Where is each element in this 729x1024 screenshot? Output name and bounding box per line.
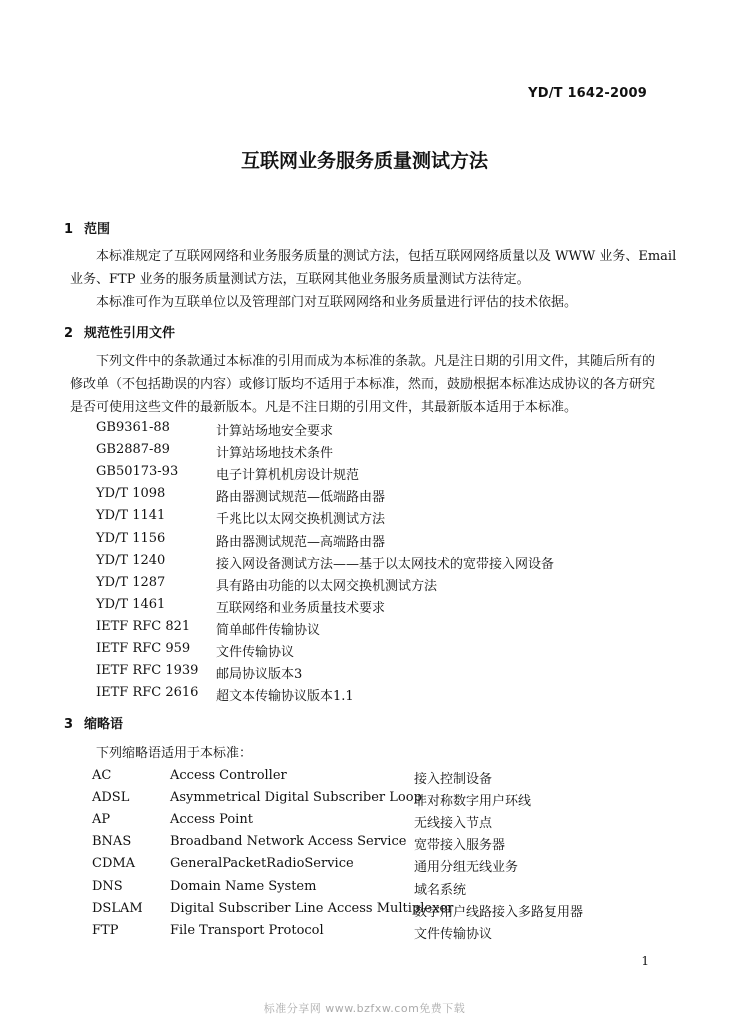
standard-number: YD/T 1642-2009 — [528, 86, 647, 101]
section-3-heading — [64, 713, 123, 732]
document-title: 互联网业务服务质量测试方法 — [240, 150, 488, 172]
reference-code: IETF RFC 959 — [96, 641, 191, 656]
paragraph-line: 本标准规定了互联网网络和业务服务质量的测试方法，包括互联网网络质量以及 WWW 业务、Email — [96, 249, 677, 264]
paragraph-line: 修改单（不包括勘误的内容）或修订版均不适用于本标准，然而，鼓励根据本标准达成协议的各方研究 — [70, 377, 656, 392]
abbreviation: AP — [92, 812, 111, 827]
reference-title: 千兆比以太网交换机测试方法 — [216, 512, 386, 527]
section-number: 2 — [64, 326, 74, 341]
abbreviation: AC — [92, 768, 112, 783]
reference-title: 计算站场地安全要求 — [216, 424, 334, 439]
abbreviation-chinese: 域名系统 — [414, 883, 467, 898]
reference-title: 简单邮件传输协议 — [216, 623, 321, 638]
reference-title: 文件传输协议 — [216, 645, 295, 660]
abbreviations-intro: 下列缩略语适用于本标准： — [96, 746, 253, 761]
reference-code: IETF RFC 821 — [96, 619, 191, 634]
reference-code: GB2887-89 — [96, 442, 170, 457]
reference-title: 计算站场地技术条件 — [216, 446, 334, 461]
reference-code: YD/T 1141 — [96, 508, 166, 523]
abbreviation-english: GeneralPacketRadioService — [170, 856, 354, 871]
reference-title: 路由器测试规范—低端路由器 — [216, 490, 386, 505]
section-1-heading — [64, 218, 110, 237]
reference-code: IETF RFC 1939 — [96, 663, 199, 678]
abbreviation: ADSL — [92, 790, 130, 805]
reference-code: GB50173-93 — [96, 464, 179, 479]
abbreviation: FTP — [92, 923, 119, 938]
abbreviation: CDMA — [92, 856, 136, 871]
reference-title: 互联网络和业务质量技术要求 — [216, 601, 386, 616]
section-2-heading — [64, 322, 175, 341]
reference-title: 路由器测试规范—高端路由器 — [216, 535, 386, 550]
abbreviation-english: Access Point — [170, 812, 253, 827]
paragraph-line: 下列文件中的条款通过本标准的引用而成为本标准的条款。凡是注日期的引用文件，其随后所有的 — [96, 354, 656, 369]
abbreviation-chinese: 无线接入节点 — [414, 816, 493, 831]
abbreviation-chinese: 非对称数字用户环线 — [414, 794, 532, 809]
section-number: 3 — [64, 717, 74, 732]
section-title: 范围 — [84, 222, 111, 237]
abbreviation-english: Domain Name System — [170, 879, 317, 894]
abbreviation-english: Broadband Network Access Service — [170, 834, 407, 849]
abbreviation-english: File Transport Protocol — [170, 923, 324, 938]
reference-title: 超文本传输协议版本1.1 — [216, 689, 354, 704]
abbreviation-english: Asymmetrical Digital Subscriber Loop — [170, 790, 422, 805]
paragraph-line: 本标准可作为互联单位以及管理部门对互联网网络和业务质量进行评估的技术依据。 — [96, 295, 578, 310]
section-number: 1 — [64, 222, 74, 237]
section-title: 缩略语 — [84, 717, 124, 732]
abbreviation-chinese: 数字用户线路接入多路复用器 — [414, 905, 584, 920]
reference-code: YD/T 1461 — [96, 597, 166, 612]
reference-code: YD/T 1287 — [96, 575, 166, 590]
abbreviation-english: Digital Subscriber Line Access Multiplexer — [170, 901, 454, 916]
paragraph-line: 是否可使用这些文件的最新版本。凡是不注日期的引用文件，其最新版本适用于本标准。 — [70, 400, 578, 415]
reference-code: IETF RFC 2616 — [96, 685, 199, 700]
abbreviation-chinese: 宽带接入服务器 — [414, 838, 506, 853]
paragraph-line: 业务、FTP 业务的服务质量测试方法，互联网其他业务服务质量测试方法待定。 — [70, 272, 530, 287]
abbreviation: DNS — [92, 879, 123, 894]
abbreviation-chinese: 接入控制设备 — [414, 772, 493, 787]
reference-title: 接入网设备测试方法——基于以太网技术的宽带接入网设备 — [216, 557, 555, 572]
abbreviation-chinese: 文件传输协议 — [414, 927, 493, 942]
watermark-text: 标准分享网 www.bzfxw.com免费下载 — [263, 1002, 466, 1015]
reference-code: GB9361-88 — [96, 420, 170, 435]
reference-code: YD/T 1098 — [96, 486, 166, 501]
abbreviation: DSLAM — [92, 901, 143, 916]
page-number: 1 — [641, 954, 649, 968]
abbreviation: BNAS — [92, 834, 132, 849]
reference-title: 邮局协议版本3 — [216, 667, 303, 682]
section-title: 规范性引用文件 — [84, 326, 176, 341]
reference-title: 具有路由功能的以太网交换机测试方法 — [216, 579, 438, 594]
reference-code: YD/T 1156 — [96, 531, 166, 546]
abbreviation-chinese: 通用分组无线业务 — [414, 860, 519, 875]
abbreviation-english: Access Controller — [170, 768, 287, 783]
reference-title: 电子计算机机房设计规范 — [216, 468, 360, 483]
reference-code: YD/T 1240 — [96, 553, 166, 568]
